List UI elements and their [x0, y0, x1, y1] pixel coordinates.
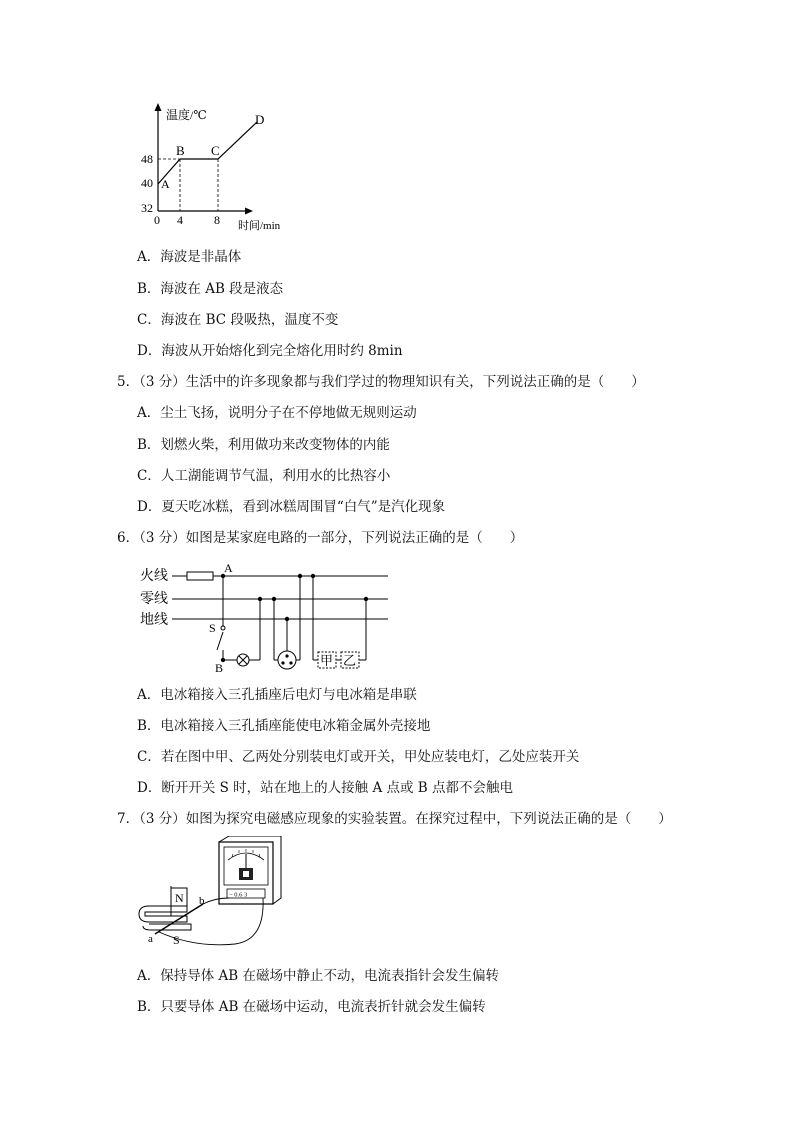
graph-y-arrow — [155, 103, 162, 111]
pole-n-label: N — [175, 891, 184, 905]
switch-contact — [221, 626, 225, 630]
q4-option-d: D．海波从开始熔化到完全熔化用时约 8min — [137, 343, 403, 359]
household-circuit — [135, 560, 395, 675]
q6-option-a: A．电冰箱接入三孔插座后电灯与电冰箱是串联 — [137, 687, 417, 703]
melting-graph — [135, 100, 295, 235]
u-magnet — [139, 906, 187, 922]
temperature-curve — [158, 122, 257, 184]
q5-option-d: D．夏天吃冰糕，看到冰糕周围冒“白气”是汽化现象 — [137, 499, 446, 515]
neutral-wire-label: 零线 — [140, 592, 168, 607]
x-tick-0: 0 — [154, 213, 160, 227]
switch-lever — [217, 632, 223, 650]
x-tick-4: 4 — [177, 213, 183, 227]
point-b-label: B — [176, 143, 185, 158]
junction-live-socket — [298, 574, 302, 578]
fuse — [187, 572, 213, 580]
q6-stem: 6．（3 分）如图是某家庭电路的一部分，下列说法正确的是（ ） — [117, 530, 524, 546]
node-b-label: B — [215, 661, 224, 675]
q6-option-d: D．断开开关 S 时，站在地上的人接触 A 点或 B 点都不会触电 — [137, 780, 513, 796]
pole-s-label: S — [173, 933, 180, 947]
meter-mechanism-center — [243, 871, 249, 877]
y-tick-48: 48 — [141, 152, 153, 166]
x-tick-8: 8 — [214, 213, 220, 227]
live-wire-label: 火线 — [140, 569, 168, 584]
q5-stem: 5．（3 分）生活中的许多现象都与我们学过的物理知识有关，下列说法正确的是（ ） — [117, 374, 645, 390]
q7-option-a: A．保持导体 AB 在磁场中静止不动，电流表指针会发生偏转 — [137, 968, 500, 984]
three-hole-socket — [278, 651, 296, 669]
q5-option-c: C．人工湖能调节气温，利用水的比热容小 — [137, 468, 391, 484]
y-axis-label: 温度/℃ — [166, 108, 207, 122]
box-yi-label: 乙 — [343, 653, 357, 668]
meter-terminals-label: − 0.6 3 — [229, 891, 248, 899]
socket-hole-top — [285, 654, 288, 657]
q7-stem: 7．（3 分）如图为探究电磁感应现象的实验装置。在探究过程中，下列说法正确的是（ ） — [117, 811, 672, 827]
q4-option-a: A．海波是非晶体 — [137, 249, 242, 265]
point-a-label: A — [161, 177, 170, 191]
q6-option-c: C．若在图中甲、乙两处分别装电灯或开关，甲处应装电灯，乙处应装开关 — [137, 749, 580, 765]
y-tick-40: 40 — [141, 176, 153, 190]
junction-ground-socket — [285, 617, 289, 621]
junction-neutral-socket — [272, 597, 276, 601]
q4-option-c: C．海波在 BC 段吸热，温度不变 — [137, 312, 339, 328]
y-tick-32: 32 — [141, 201, 153, 215]
q7-option-b: B．只要导体 AB 在磁场中运动，电流表折针就会发生偏转 — [137, 999, 486, 1015]
point-d-label: D — [255, 112, 265, 127]
end-b-label: b — [199, 895, 205, 907]
node-a-label: A — [224, 561, 233, 575]
junction-neutral-branch — [364, 597, 368, 601]
graph-x-arrow — [245, 208, 253, 215]
electromagnetic-induction-apparatus — [135, 836, 285, 951]
x-axis-label: 时间/min — [238, 220, 281, 232]
junction-live-branch — [311, 574, 315, 578]
box-jia-label: 甲 — [320, 653, 334, 668]
junction-neutral-lamp — [258, 597, 262, 601]
switch-label: S — [209, 621, 216, 635]
point-c-label: C — [211, 143, 220, 158]
q5-option-a: A．尘土飞扬，说明分子在不停地做无规则运动 — [137, 405, 417, 421]
end-a-label: a — [148, 933, 153, 945]
socket-hole-right — [289, 661, 292, 664]
q5-option-b: B．划燃火柴，利用做功来改变物体的内能 — [137, 437, 390, 453]
q6-option-b: B．电冰箱接入三孔插座能使电冰箱金属外壳接地 — [137, 718, 431, 734]
ground-wire-label: 地线 — [140, 613, 168, 628]
socket-hole-left — [281, 661, 284, 664]
q4-option-b: B．海波在 AB 段是液态 — [137, 281, 284, 297]
